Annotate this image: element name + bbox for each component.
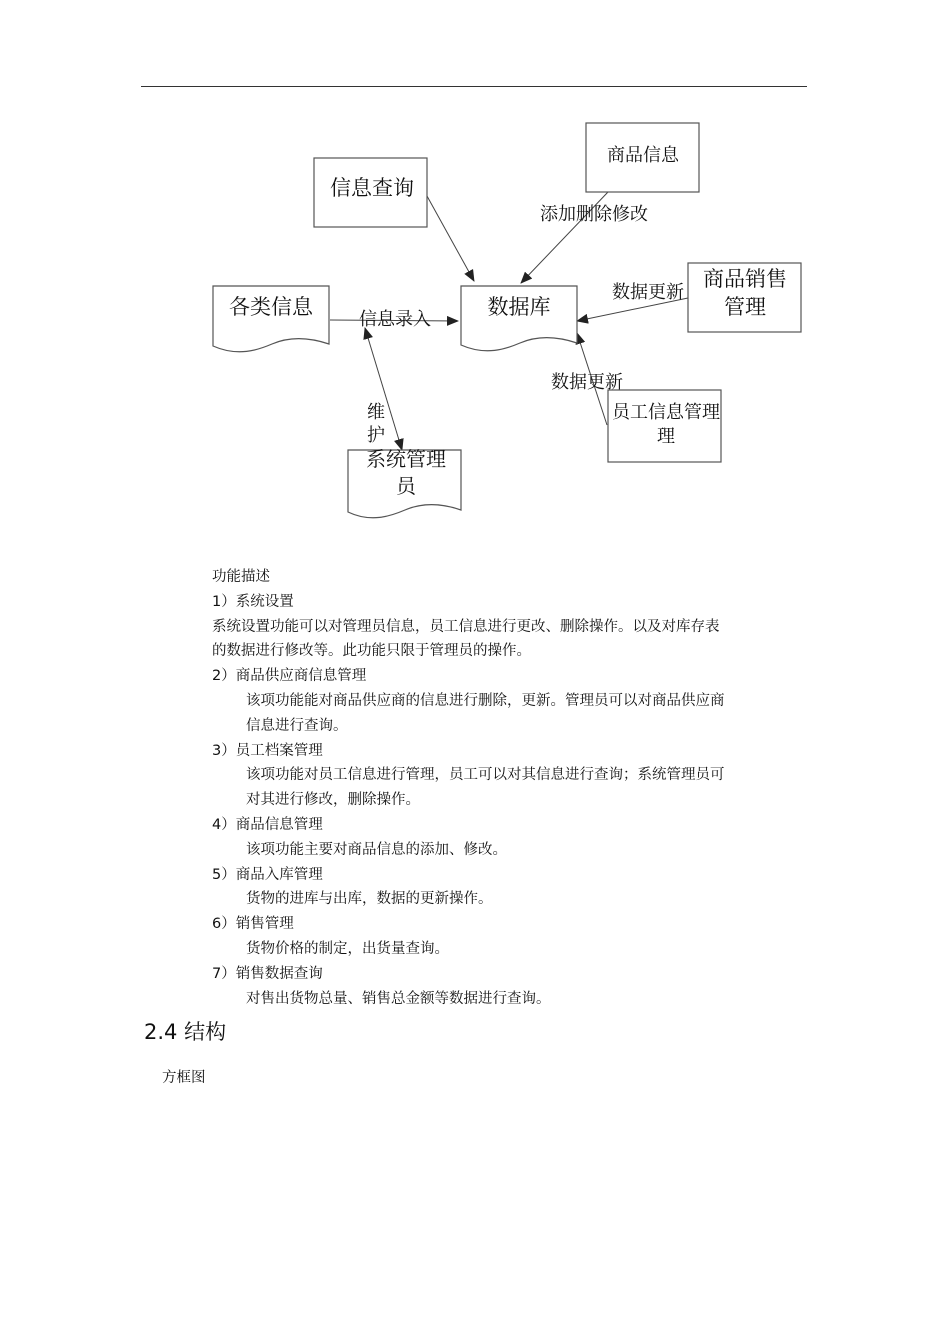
item-1-heading: 1）系统设置 (212, 593, 294, 610)
item-4-heading: 4）商品信息管理 (212, 816, 323, 833)
node-database: 数据库 (487, 295, 551, 319)
item-2-line-1: 该项功能能对商品供应商的信息进行删除，更新。管理员可以对商品供应商 (246, 692, 725, 709)
node-sales-mgmt-line2: 管理 (724, 295, 766, 319)
item-2-heading: 2）商品供应商信息管理 (212, 668, 367, 685)
item-6-line-1: 货物价格的制定，出货量查询。 (246, 940, 449, 957)
item-5-heading: 5）商品入库管理 (212, 866, 323, 883)
arrow-query-to-db (427, 196, 474, 281)
item-1-line-2: 的数据进行修改等。此功能只限于管理员的操作。 (212, 643, 531, 660)
item-7-heading: 7）销售数据查询 (212, 965, 323, 982)
item-6-heading: 6）销售管理 (212, 916, 294, 933)
edge-label-maintain-line2: 护 (367, 425, 385, 446)
node-sys-admin-line1: 系统管理 (366, 447, 446, 471)
item-3-heading: 3）员工档案管理 (212, 742, 323, 759)
item-2-line-2: 信息进行查询。 (246, 717, 348, 734)
node-all-info: 各类信息 (229, 295, 313, 319)
node-sys-admin-line2: 员 (396, 474, 416, 498)
node-product-info: 商品信息 (607, 145, 679, 166)
edge-label-info-entry: 信息录入 (359, 309, 431, 330)
node-info-query: 信息查询 (330, 176, 414, 200)
edge-label-data-update-staff: 数据更新 (551, 372, 623, 393)
item-4-line-1: 该项功能主要对商品信息的添加、修改。 (246, 841, 507, 858)
function-description (212, 565, 812, 1011)
data-flow-diagram (0, 0, 950, 560)
section-heading: 2.4 结构 (144, 1020, 227, 1044)
item-5-line-1: 货物的进库与出库，数据的更新操作。 (246, 891, 493, 908)
item-3-line-1: 该项功能对员工信息进行管理，员工可以对其信息进行查询；系统管理员可 (246, 767, 725, 784)
item-7-line-1: 对售出货物总量、销售总金额等数据进行查询。 (246, 990, 551, 1007)
function-title: 功能描述 (212, 569, 270, 585)
item-3-line-2: 对其进行修改，删除操作。 (246, 792, 420, 809)
node-sales-mgmt-line1: 商品销售 (703, 267, 787, 291)
node-staff-info-line1: 员工信息管理 (612, 402, 720, 423)
item-1-line-1: 系统设置功能可以对管理员信息，员工信息进行更改、删除操作。以及对库存表 (212, 618, 720, 635)
edge-label-maintain-line1: 维 (367, 402, 385, 423)
node-staff-info-line2: 理 (657, 426, 675, 447)
edge-label-add-delete-modify: 添加删除修改 (540, 204, 648, 225)
block-diagram-label: 方框图 (162, 1070, 206, 1086)
edge-label-data-update-sales: 数据更新 (612, 282, 684, 303)
